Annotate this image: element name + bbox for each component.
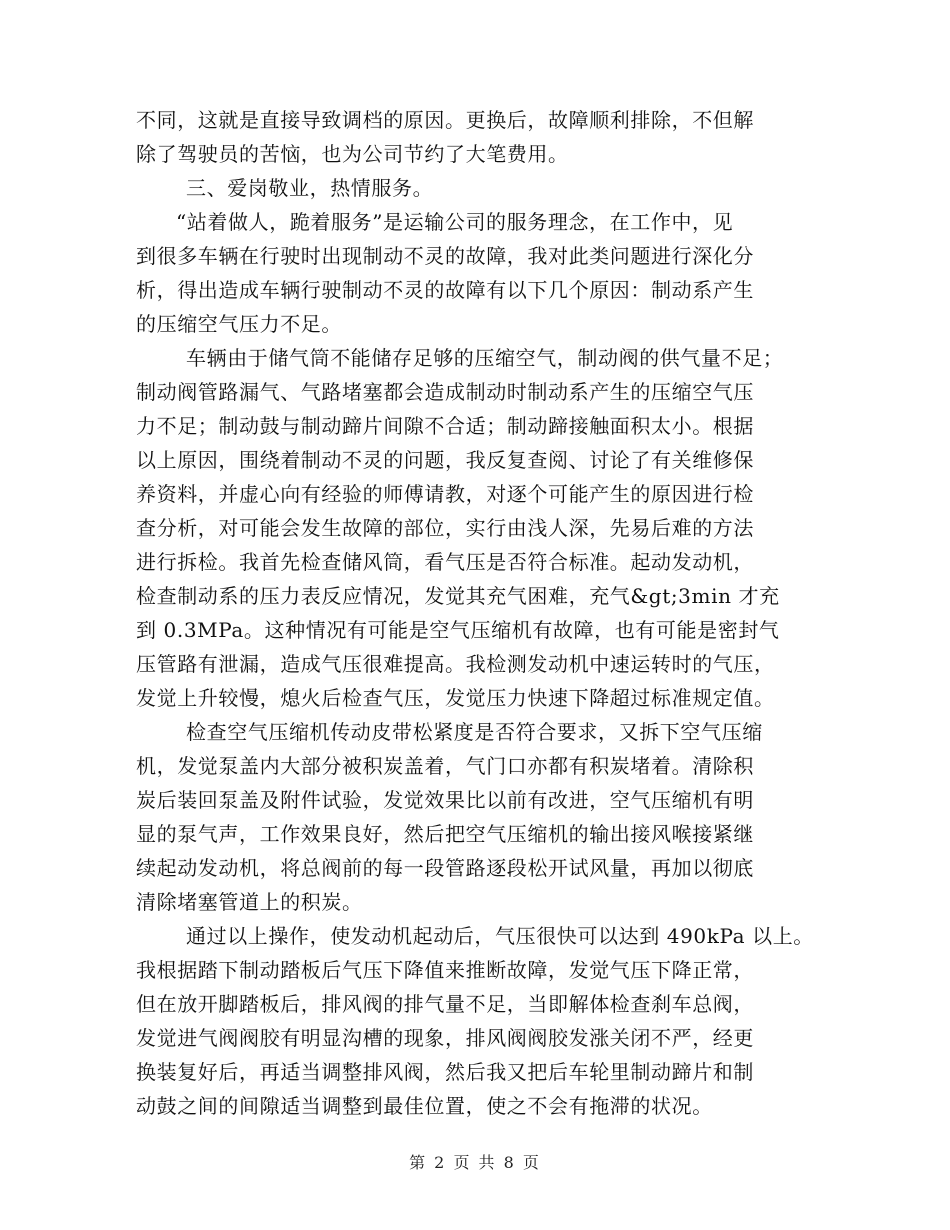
text-line: 压管路有泄漏，造成气压很难提高。我检测发动机中速运转时的气压， (136, 652, 775, 676)
text-line: 续起动发动机，将总阀前的每一段管路逐段松开试风量，再加以彻底 (136, 856, 754, 880)
text-line: 到很多车辆在行驶时出现制动不灵的故障，我对此类问题进行深化分 (136, 244, 754, 268)
text-line: 力不足；制动鼓与制动蹄片间隙不合适；制动蹄接触面积太小。根据 (136, 414, 754, 438)
text-line: 到 0.3MPa。这种情况有可能是空气压缩机有故障，也有可能是密封气 (136, 618, 780, 642)
text-line: 除了驾驶员的苦恼，也为公司节约了大笔费用。 (136, 142, 569, 166)
text-line: 显的泵气声，工作效果良好，然后把空气压缩机的输出接风喉接紧继 (136, 822, 754, 846)
text-line: 养资料，并虚心向有经验的师傅请教，对逐个可能产生的原因进行检 (136, 482, 754, 506)
text-line: 我根据踏下制动踏板后气压下降值来推断故障，发觉气压下降正常， (136, 958, 754, 982)
text-line: 不同，这就是直接导致调档的原因。更换后，故障顺利排除，不但解 (136, 108, 754, 132)
text-line: 查分析，对可能会发生故障的部位，实行由浅人深，先易后难的方法 (136, 516, 754, 540)
text-line: 检查空气压缩机传动皮带松紧度是否符合要求，又拆下空气压缩 (186, 720, 763, 744)
section-heading: 三、爱岗敬业，热情服务。 (186, 176, 434, 200)
text-line: 动鼓之间的间隙适当调整到最佳位置，使之不会有拖滞的状况。 (136, 1094, 713, 1118)
text-line: 换装复好后，再适当调整排风阀，然后我又把后车轮里制动蹄片和制 (136, 1060, 754, 1084)
text-line: 炭后装回泵盖及附件试验，发觉效果比以前有改进，空气压缩机有明 (136, 788, 754, 812)
text-line: 但在放开脚踏板后，排风阀的排气量不足，当即解体检查刹车总阀， (136, 992, 754, 1016)
text-line: 机，发觉泵盖内大部分被积炭盖着，气门口亦都有积炭堵着。清除积 (136, 754, 754, 778)
text-line: 清除堵塞管道上的积炭。 (136, 890, 363, 914)
text-line: 以上原因，围绕着制动不灵的问题，我反复查阅、讨论了有关维修保 (136, 448, 754, 472)
text-line: “站着做人，跪着服务”是运输公司的服务理念，在工作中，见 (176, 210, 734, 234)
text-line: 发觉进气阀阀胶有明显沟槽的现象，排风阀阀胶发涨关闭不严，经更 (136, 1026, 754, 1050)
text-line: 制动阀管路漏气、气路堵塞都会造成制动时制动系产生的压缩空气压 (136, 380, 754, 404)
text-line: 的压缩空气压力不足。 (136, 312, 342, 336)
text-line: 进行拆检。我首先检查储风筒，看气压是否符合标准。起动发动机， (136, 550, 754, 574)
text-line: 发觉上升较慢，熄火后检查气压，发觉压力快速下降超过标准规定值。 (136, 686, 775, 710)
text-line: 析，得出造成车辆行驶制动不灵的故障有以下几个原因：制动系产生 (136, 278, 754, 302)
text-line: 车辆由于储气筒不能储存足够的压缩空气，制动阀的供气量不足； (186, 346, 784, 370)
text-line: 通过以上操作，使发动机起动后，气压很快可以达到 490kPa 以上。 (186, 924, 814, 948)
page-number: 第 2 页 共 8 页 (409, 1153, 541, 1172)
text-line: 检查制动系的压力表反应情况，发觉其充气困难，充气&gt;3min 才充 (136, 584, 780, 608)
